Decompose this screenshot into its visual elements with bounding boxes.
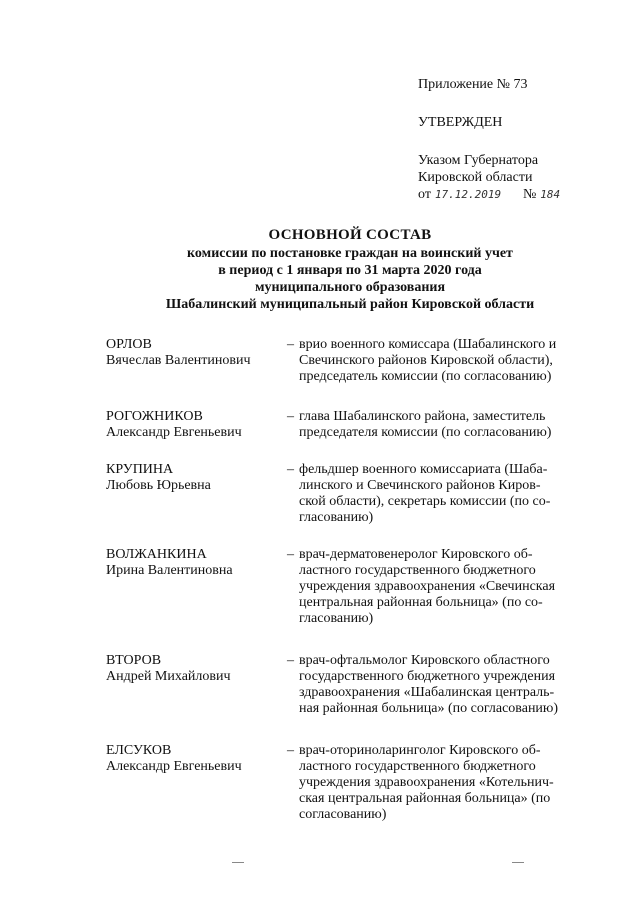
- member-surname: РОГОЖНИКОВ: [106, 409, 203, 424]
- member-given-name: Александр Евгеньевич: [106, 759, 242, 774]
- member-name: [106, 653, 282, 743]
- member-item: [106, 337, 592, 409]
- member-item: [106, 462, 592, 547]
- member-given-name: Александр Евгеньевич: [106, 425, 242, 440]
- member-role: фельдшер военного комиссариата (Шаба- линского и Свечинского районов Киров- ской области), секретарь комиссии (по со- гласованию): [299, 462, 551, 525]
- document-title: [100, 226, 600, 313]
- member-name: [106, 743, 282, 823]
- scan-mark: [232, 862, 244, 863]
- member-role: врач-офтальмолог Кировского областного государственного бюджетного учреждения здравоохранения «Шабалинская централь- ная районная больница» (по согласованию): [299, 653, 559, 716]
- member-surname: ВОЛЖАНКИНА: [106, 547, 207, 562]
- member-surname: ЕЛСУКОВ: [106, 743, 172, 758]
- member-name: [106, 462, 282, 547]
- member-dash: –: [287, 653, 294, 668]
- annex-number: Приложение № 73: [418, 77, 528, 92]
- title-line-2: в период с 1 января по 31 марта 2020 года: [218, 263, 482, 278]
- member-surname: КРУПИНА: [106, 462, 174, 477]
- decree-date-number: [418, 186, 618, 203]
- handwritten-number: 184: [540, 188, 561, 201]
- scan-mark: [512, 862, 524, 863]
- member-item: [106, 409, 592, 462]
- member-surname: ОРЛОВ: [106, 337, 152, 352]
- member-role: врио военного комиссара (Шабалинского и Свечинского районов Кировской области), председатель комиссии (по согласованию): [299, 337, 557, 384]
- handwritten-date: 17.12.2019: [434, 188, 502, 201]
- member-name: [106, 547, 282, 653]
- member-item: [106, 547, 592, 653]
- member-name: [106, 409, 282, 462]
- decree-line-2: Кировской области: [418, 170, 533, 185]
- member-given-name: Вячеслав Валентинович: [106, 353, 251, 368]
- approval-stamp: [418, 76, 618, 203]
- approved-label: УТВЕРЖДЕН: [418, 115, 503, 130]
- title-line-1: комиссии по постановке граждан на воинский учет: [187, 246, 513, 261]
- member-dash: –: [287, 337, 294, 352]
- title-main: ОСНОВНОЙ СОСТАВ: [268, 227, 432, 243]
- decree-line-1: Указом Губернатора: [418, 153, 539, 168]
- member-item: [106, 653, 592, 743]
- member-role: врач-дерматовенеролог Кировского об- ластного государственного бюджетного учреждения здравоохранения «Свечинская центральная районная больница» (по со- гласованию): [299, 547, 556, 626]
- member-given-name: Ирина Валентиновна: [106, 563, 233, 578]
- member-given-name: Любовь Юрьевна: [106, 478, 211, 493]
- member-dash: –: [287, 743, 294, 758]
- date-prefix: от: [418, 187, 431, 202]
- member-dash: –: [287, 462, 294, 477]
- title-line-3: муниципального образования: [254, 280, 446, 295]
- scan-artifacts: [0, 862, 640, 868]
- member-item: [106, 743, 592, 823]
- member-dash: –: [287, 547, 294, 562]
- member-role: глава Шабалинского района, заместитель председателя комиссии (по согласованию): [299, 409, 552, 440]
- member-list: [106, 337, 592, 823]
- title-line-4: Шабалинский муниципальный район Кировской области: [165, 297, 535, 312]
- member-role: врач-оториноларинголог Кировского об- ластного государственного бюджетного учреждения здравоохранения «Котельнич- ская центральная районная больница» (по согласованию): [299, 743, 554, 822]
- number-prefix: №: [522, 187, 537, 202]
- member-given-name: Андрей Михайлович: [106, 669, 231, 684]
- member-name: [106, 337, 282, 409]
- member-surname: ВТОРОВ: [106, 653, 162, 668]
- member-dash: –: [287, 409, 294, 424]
